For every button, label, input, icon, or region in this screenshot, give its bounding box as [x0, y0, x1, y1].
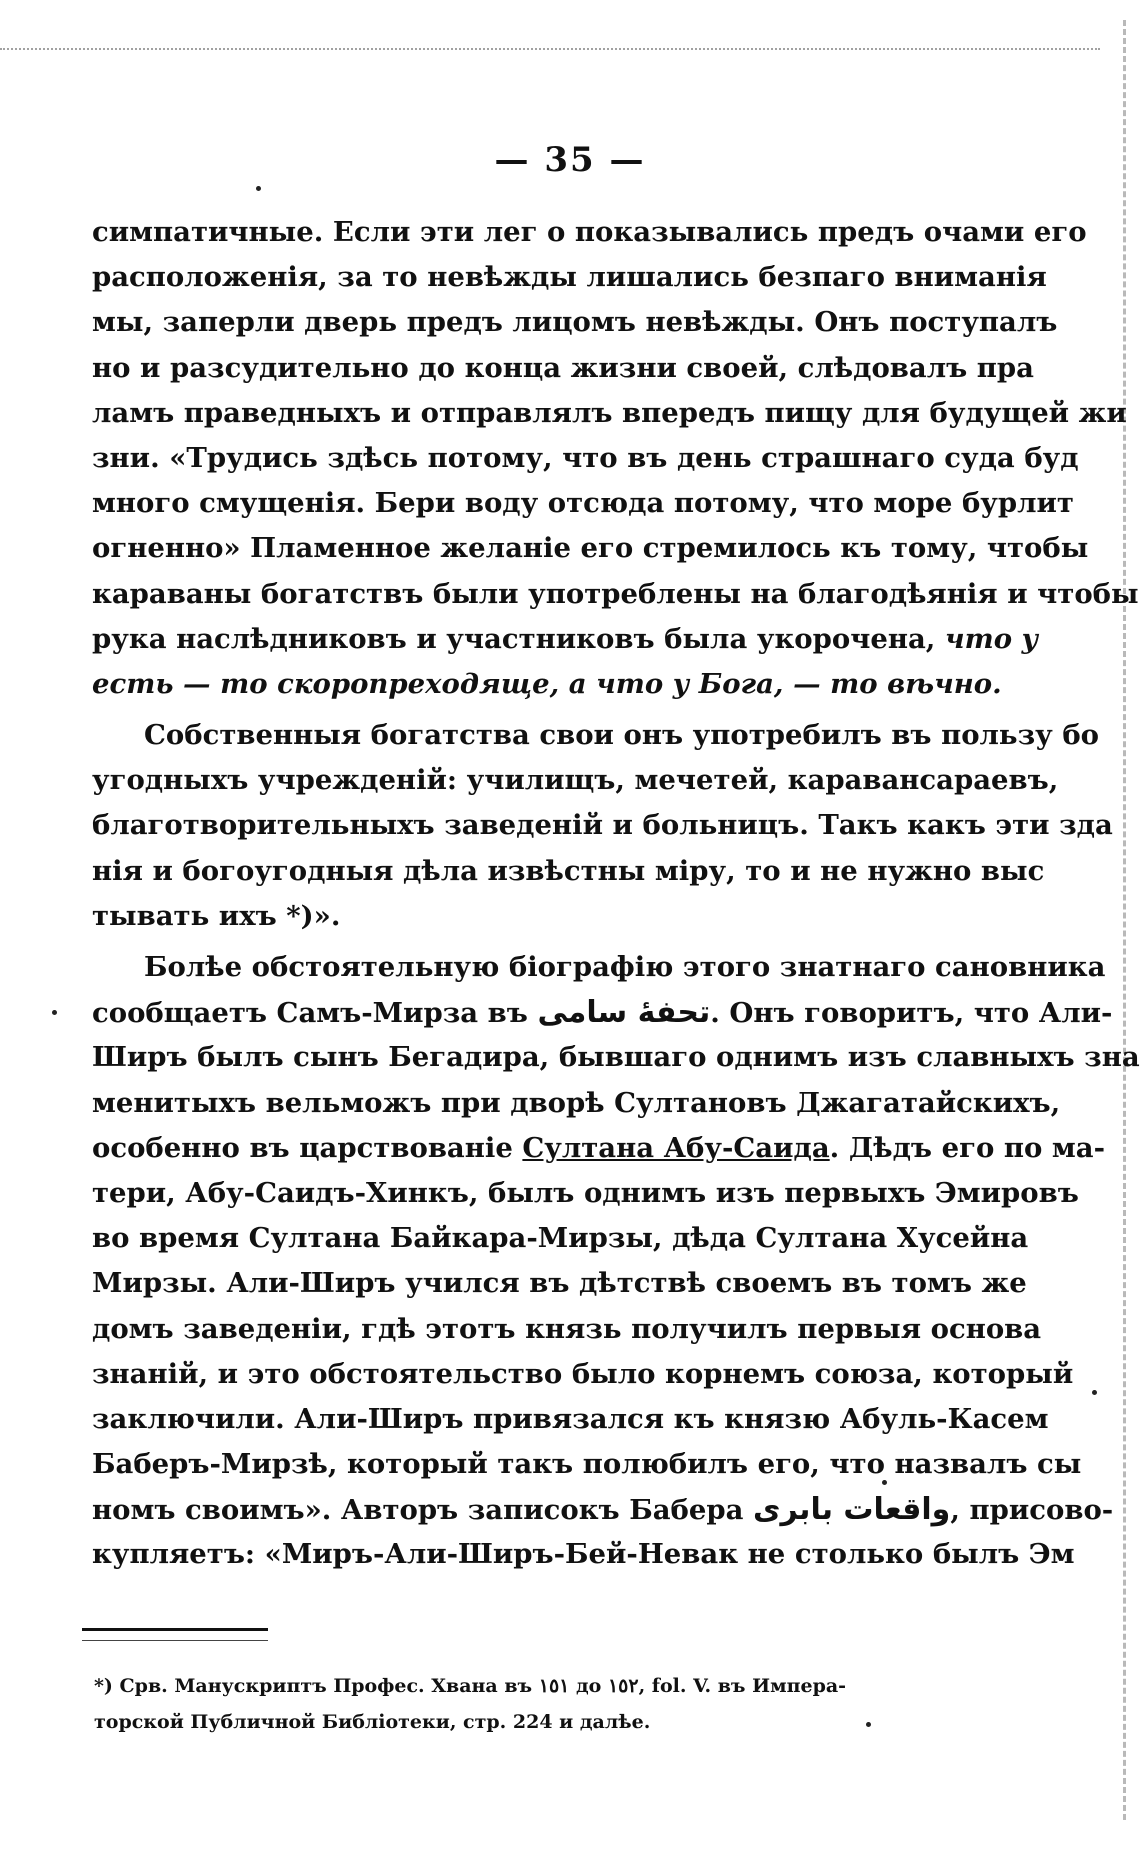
text-line: знаній, и это обстоятельство было корнемъ союза, который: [92, 1357, 1074, 1390]
text-line: Болѣе обстоятельную біографію этого знатнаго сановника: [144, 951, 1106, 983]
text-line: много смущенія. Бери воду отсюда потому, что море бурлит: [92, 487, 1074, 520]
footnote-line: *) Срв. Манускриптъ Профес. Хвана въ ١٥١ до ١٥٢, fol. V. въ Импера-: [94, 1675, 847, 1697]
footnote-line: торской Публичной Библіотеки, стр. 224 и далѣе.: [94, 1711, 651, 1733]
text-fragment: . Онъ говоритъ, что Али-: [710, 997, 1113, 1030]
page-number: — 35 —: [494, 140, 646, 180]
text-line: [92, 990, 1113, 1035]
text-line: зни. «Трудись здѣсь потому, что въ день страшнаго суда буд: [92, 441, 1079, 474]
footnote: [94, 1668, 1034, 1740]
text-line: нія и богоугодныя дѣла извѣстны міру, то и не нужно выс: [92, 854, 1045, 887]
text-line: [92, 1487, 1114, 1532]
footnote-rule: [82, 1640, 268, 1641]
text-fragment: рука наслѣдниковъ и участниковъ была укорочена,: [92, 622, 936, 655]
text-fragment: . Дѣдъ его по ма-: [829, 1131, 1106, 1164]
text-line: угодныхъ учрежденій: училищъ, мечетей, каравансараевъ,: [92, 764, 1059, 797]
text-line: расположенія, за то невѣжды лишались безпаго вниманія: [92, 261, 1047, 294]
text-line: но и разсудительно до конца жизни своей, слѣдовалъ пра: [92, 351, 1034, 384]
scan-edge-artifact: [1113, 20, 1126, 1820]
text-line: Ширъ былъ сынъ Бегадира, бывшаго однимъ изъ славныхъ зна: [92, 1041, 1140, 1074]
scan-edge-artifact: [0, 48, 1100, 60]
text-line: тери, Абу-Саидъ-Хинкъ, былъ однимъ изъ первыхъ Эмировъ: [92, 1176, 1079, 1209]
body-text: [92, 210, 1140, 1578]
underlined-name: Султана Абу-Саида: [522, 1131, 830, 1164]
text-line: заключили. Али-Ширъ привязался къ князю Абуль-Касем: [92, 1402, 1049, 1435]
text-line: купляетъ: «Миръ-Али-Ширъ-Бей-Невак не столько былъ Эм: [92, 1538, 1075, 1571]
italic-quote-line: есть — то скоропреходяще, а что у Бога, — то вѣчно.: [92, 667, 1002, 700]
text-fragment: сообщаетъ Самъ-Мирза въ: [92, 997, 528, 1030]
text-line: [92, 617, 1039, 662]
text-line: менитыхъ вельможъ при дворѣ Султановъ Джагатайскихъ,: [92, 1086, 1061, 1119]
text-line: Баберъ-Мирзѣ, который такъ полюбилъ его, что назвалъ сы: [92, 1448, 1082, 1481]
text-fragment: номъ своимъ». Авторъ записокъ Бабера: [92, 1494, 744, 1527]
text-line: тывать ихъ *)».: [92, 899, 341, 932]
scan-speck: [52, 1010, 57, 1015]
text-line: благотворительныхъ заведеній и больницъ. Такъ какъ эти зда: [92, 809, 1113, 842]
arabic-title: تحفهٔ سامی: [537, 995, 711, 1031]
text-fragment: , присово-: [950, 1494, 1114, 1527]
text-line: во время Султана Байкара-Мирзы, дѣда Султана Хусейна: [92, 1222, 1029, 1255]
italic-quote: что у: [944, 622, 1039, 655]
text-line: [92, 1126, 1106, 1171]
text-line: караваны богатствъ были употреблены на благодѣянія и чтобы: [92, 577, 1139, 610]
arabic-title: واقعات بابری: [753, 1492, 951, 1528]
text-line: Мирзы. Али-Ширъ учился въ дѣтствѣ своемъ въ томъ же: [92, 1267, 1027, 1300]
text-line: домъ заведеніи, гдѣ этотъ князь получилъ первыя основа: [92, 1312, 1042, 1345]
scan-speck: [1092, 1390, 1097, 1395]
text-fragment: особенно въ царствованіе: [92, 1131, 513, 1164]
text-line: мы, заперли дверь предъ лицомъ невѣжды. Онъ поступалъ: [92, 306, 1058, 339]
footnote-rule: [82, 1628, 268, 1631]
text-line: симпатичные. Если эти лег о показывались предъ очами его: [92, 216, 1087, 248]
text-line: ламъ праведныхъ и отправлялъ впередъ пищу для будущей жи: [92, 396, 1127, 429]
text-line: огненно» Пламенное желаніе его стремилось къ тому, чтобы: [92, 532, 1089, 565]
text-line: Собственныя богатства свои онъ употребилъ въ пользу бо: [144, 719, 1100, 752]
scan-speck: [256, 186, 261, 191]
